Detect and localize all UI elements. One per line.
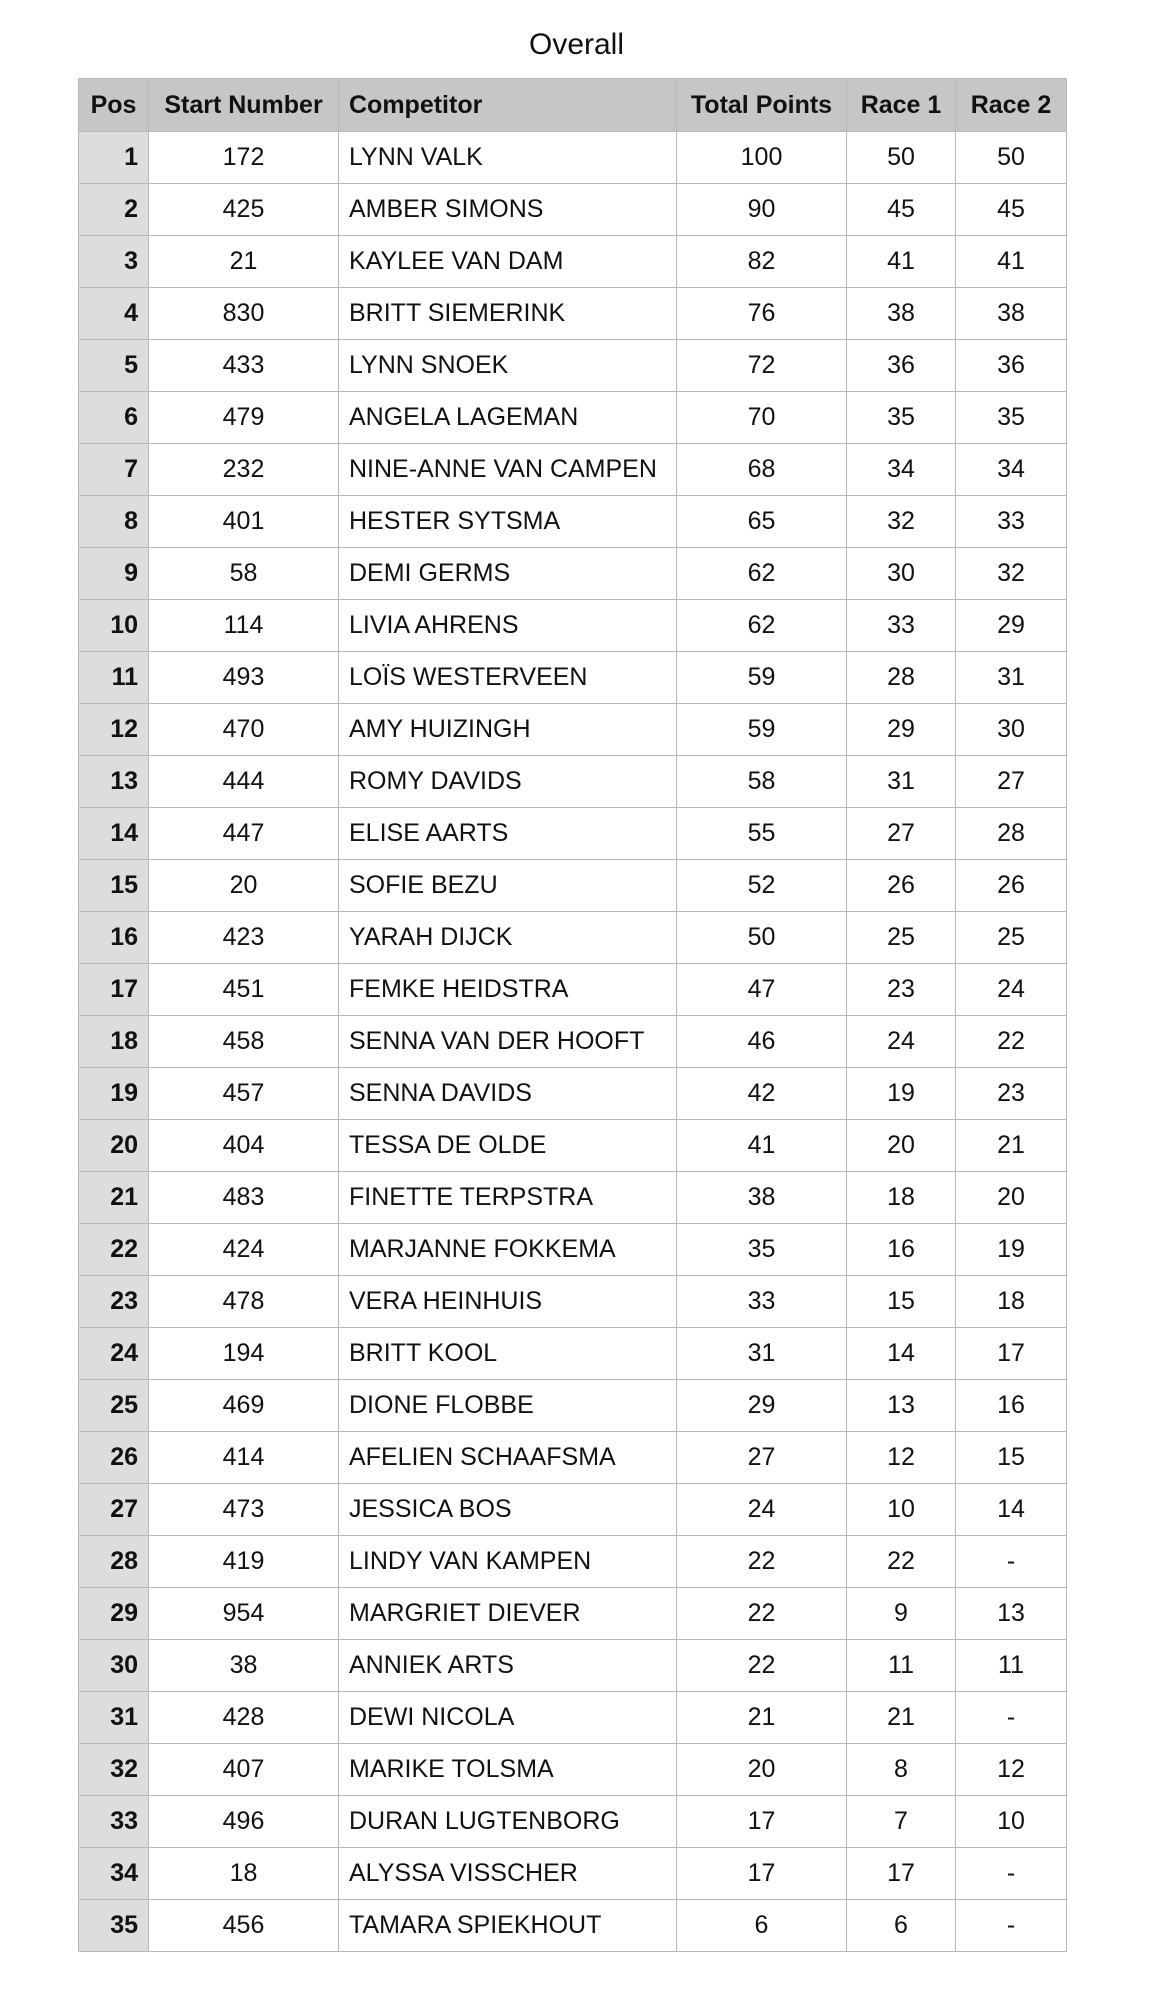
race-1-cell: 32 [847, 496, 956, 548]
competitor-cell: SENNA DAVIDS [339, 1068, 677, 1120]
race-1-cell: 13 [847, 1380, 956, 1432]
results-table [78, 78, 1067, 1952]
start-number-cell: 407 [149, 1744, 339, 1796]
total-points-cell: 59 [677, 704, 847, 756]
pos-cell: 13 [79, 756, 149, 808]
total-points-cell: 70 [677, 392, 847, 444]
race-2-cell: 17 [956, 1328, 1067, 1380]
race-2-cell: 25 [956, 912, 1067, 964]
table-row [79, 912, 1067, 964]
total-points-cell: 62 [677, 600, 847, 652]
pos-cell: 6 [79, 392, 149, 444]
race-1-cell: 34 [847, 444, 956, 496]
column-header-race-1: Race 1 [847, 79, 956, 132]
competitor-cell: DEMI GERMS [339, 548, 677, 600]
competitor-cell: TESSA DE OLDE [339, 1120, 677, 1172]
total-points-cell: 55 [677, 808, 847, 860]
total-points-cell: 29 [677, 1380, 847, 1432]
total-points-cell: 82 [677, 236, 847, 288]
total-points-cell: 41 [677, 1120, 847, 1172]
race-1-cell: 33 [847, 600, 956, 652]
total-points-cell: 62 [677, 548, 847, 600]
race-2-cell: 32 [956, 548, 1067, 600]
total-points-cell: 68 [677, 444, 847, 496]
competitor-cell: VERA HEINHUIS [339, 1276, 677, 1328]
race-1-cell: 28 [847, 652, 956, 704]
competitor-cell: FINETTE TERPSTRA [339, 1172, 677, 1224]
race-2-cell: 33 [956, 496, 1067, 548]
race-1-cell: 8 [847, 1744, 956, 1796]
race-1-cell: 12 [847, 1432, 956, 1484]
start-number-cell: 18 [149, 1848, 339, 1900]
race-2-cell: 10 [956, 1796, 1067, 1848]
table-row [79, 392, 1067, 444]
race-1-cell: 27 [847, 808, 956, 860]
race-2-cell: 19 [956, 1224, 1067, 1276]
table-row [79, 860, 1067, 912]
competitor-cell: KAYLEE VAN DAM [339, 236, 677, 288]
race-2-cell: 35 [956, 392, 1067, 444]
table-row [79, 964, 1067, 1016]
total-points-cell: 21 [677, 1692, 847, 1744]
race-1-cell: 17 [847, 1848, 956, 1900]
race-2-cell: - [956, 1848, 1067, 1900]
pos-cell: 20 [79, 1120, 149, 1172]
start-number-cell: 419 [149, 1536, 339, 1588]
pos-cell: 18 [79, 1016, 149, 1068]
competitor-cell: ROMY DAVIDS [339, 756, 677, 808]
total-points-cell: 50 [677, 912, 847, 964]
total-points-cell: 22 [677, 1536, 847, 1588]
competitor-cell: LOÏS WESTERVEEN [339, 652, 677, 704]
start-number-cell: 457 [149, 1068, 339, 1120]
table-row [79, 1172, 1067, 1224]
table-row [79, 340, 1067, 392]
table-row [79, 1692, 1067, 1744]
competitor-cell: DEWI NICOLA [339, 1692, 677, 1744]
total-points-cell: 38 [677, 1172, 847, 1224]
pos-cell: 27 [79, 1484, 149, 1536]
start-number-cell: 447 [149, 808, 339, 860]
race-1-cell: 19 [847, 1068, 956, 1120]
pos-cell: 33 [79, 1796, 149, 1848]
table-row [79, 652, 1067, 704]
race-1-cell: 16 [847, 1224, 956, 1276]
total-points-cell: 52 [677, 860, 847, 912]
race-1-cell: 36 [847, 340, 956, 392]
total-points-cell: 20 [677, 1744, 847, 1796]
total-points-cell: 22 [677, 1588, 847, 1640]
race-1-cell: 7 [847, 1796, 956, 1848]
start-number-cell: 21 [149, 236, 339, 288]
table-row [79, 236, 1067, 288]
start-number-cell: 830 [149, 288, 339, 340]
total-points-cell: 33 [677, 1276, 847, 1328]
pos-cell: 24 [79, 1328, 149, 1380]
competitor-cell: AMY HUIZINGH [339, 704, 677, 756]
competitor-cell: NINE-ANNE VAN CAMPEN [339, 444, 677, 496]
table-row [79, 808, 1067, 860]
pos-cell: 15 [79, 860, 149, 912]
competitor-cell: LYNN SNOEK [339, 340, 677, 392]
start-number-cell: 425 [149, 184, 339, 236]
pos-cell: 21 [79, 1172, 149, 1224]
race-1-cell: 10 [847, 1484, 956, 1536]
race-2-cell: 15 [956, 1432, 1067, 1484]
total-points-cell: 17 [677, 1848, 847, 1900]
total-points-cell: 58 [677, 756, 847, 808]
column-header-competitor: Competitor [339, 79, 677, 132]
total-points-cell: 59 [677, 652, 847, 704]
race-2-cell: - [956, 1692, 1067, 1744]
race-1-cell: 30 [847, 548, 956, 600]
table-row [79, 1900, 1067, 1952]
total-points-cell: 27 [677, 1432, 847, 1484]
race-1-cell: 26 [847, 860, 956, 912]
total-points-cell: 46 [677, 1016, 847, 1068]
competitor-cell: MARIKE TOLSMA [339, 1744, 677, 1796]
results-body [79, 132, 1067, 1952]
race-1-cell: 25 [847, 912, 956, 964]
race-2-cell: 30 [956, 704, 1067, 756]
race-1-cell: 24 [847, 1016, 956, 1068]
race-2-cell: 29 [956, 600, 1067, 652]
race-2-cell: 26 [956, 860, 1067, 912]
total-points-cell: 17 [677, 1796, 847, 1848]
pos-cell: 22 [79, 1224, 149, 1276]
table-row [79, 1380, 1067, 1432]
total-points-cell: 35 [677, 1224, 847, 1276]
table-row [79, 1120, 1067, 1172]
table-row [79, 600, 1067, 652]
start-number-cell: 114 [149, 600, 339, 652]
race-2-cell: - [956, 1536, 1067, 1588]
pos-cell: 2 [79, 184, 149, 236]
competitor-cell: AMBER SIMONS [339, 184, 677, 236]
race-2-cell: 13 [956, 1588, 1067, 1640]
column-header-start-number: Start Number [149, 79, 339, 132]
start-number-cell: 433 [149, 340, 339, 392]
competitor-cell: JESSICA BOS [339, 1484, 677, 1536]
race-1-cell: 31 [847, 756, 956, 808]
pos-cell: 29 [79, 1588, 149, 1640]
race-2-cell: 27 [956, 756, 1067, 808]
pos-cell: 1 [79, 132, 149, 184]
total-points-cell: 22 [677, 1640, 847, 1692]
pos-cell: 4 [79, 288, 149, 340]
start-number-cell: 470 [149, 704, 339, 756]
start-number-cell: 423 [149, 912, 339, 964]
pos-cell: 7 [79, 444, 149, 496]
total-points-cell: 6 [677, 1900, 847, 1952]
total-points-cell: 31 [677, 1328, 847, 1380]
race-1-cell: 20 [847, 1120, 956, 1172]
table-row [79, 1744, 1067, 1796]
race-2-cell: 34 [956, 444, 1067, 496]
table-row [79, 1224, 1067, 1276]
start-number-cell: 458 [149, 1016, 339, 1068]
pos-cell: 9 [79, 548, 149, 600]
race-1-cell: 6 [847, 1900, 956, 1952]
column-header-total-points: Total Points [677, 79, 847, 132]
pos-cell: 26 [79, 1432, 149, 1484]
start-number-cell: 20 [149, 860, 339, 912]
competitor-cell: ANGELA LAGEMAN [339, 392, 677, 444]
race-2-cell: 36 [956, 340, 1067, 392]
race-1-cell: 29 [847, 704, 956, 756]
start-number-cell: 469 [149, 1380, 339, 1432]
start-number-cell: 232 [149, 444, 339, 496]
column-header-pos: Pos [79, 79, 149, 132]
competitor-cell: HESTER SYTSMA [339, 496, 677, 548]
table-row [79, 496, 1067, 548]
start-number-cell: 404 [149, 1120, 339, 1172]
start-number-cell: 483 [149, 1172, 339, 1224]
competitor-cell: AFELIEN SCHAAFSMA [339, 1432, 677, 1484]
start-number-cell: 58 [149, 548, 339, 600]
total-points-cell: 100 [677, 132, 847, 184]
pos-cell: 12 [79, 704, 149, 756]
table-row [79, 1484, 1067, 1536]
competitor-cell: YARAH DIJCK [339, 912, 677, 964]
start-number-cell: 478 [149, 1276, 339, 1328]
race-2-cell: 31 [956, 652, 1067, 704]
table-row [79, 132, 1067, 184]
competitor-cell: BRITT KOOL [339, 1328, 677, 1380]
race-2-cell: 22 [956, 1016, 1067, 1068]
table-row [79, 288, 1067, 340]
total-points-cell: 24 [677, 1484, 847, 1536]
race-1-cell: 22 [847, 1536, 956, 1588]
start-number-cell: 424 [149, 1224, 339, 1276]
table-row [79, 756, 1067, 808]
table-row [79, 704, 1067, 756]
total-points-cell: 72 [677, 340, 847, 392]
pos-cell: 28 [79, 1536, 149, 1588]
competitor-cell: ELISE AARTS [339, 808, 677, 860]
race-2-cell: 16 [956, 1380, 1067, 1432]
start-number-cell: 954 [149, 1588, 339, 1640]
pos-cell: 10 [79, 600, 149, 652]
page-title: Overall [528, 28, 625, 61]
race-1-cell: 9 [847, 1588, 956, 1640]
race-2-cell: 11 [956, 1640, 1067, 1692]
total-points-cell: 47 [677, 964, 847, 1016]
table-row [79, 1796, 1067, 1848]
pos-cell: 3 [79, 236, 149, 288]
race-1-cell: 41 [847, 236, 956, 288]
race-2-cell: 20 [956, 1172, 1067, 1224]
race-2-cell: - [956, 1900, 1067, 1952]
competitor-cell: SOFIE BEZU [339, 860, 677, 912]
race-1-cell: 23 [847, 964, 956, 1016]
race-2-cell: 41 [956, 236, 1067, 288]
competitor-cell: LIVIA AHRENS [339, 600, 677, 652]
race-2-cell: 23 [956, 1068, 1067, 1120]
competitor-cell: MARJANNE FOKKEMA [339, 1224, 677, 1276]
total-points-cell: 65 [677, 496, 847, 548]
pos-cell: 11 [79, 652, 149, 704]
start-number-cell: 451 [149, 964, 339, 1016]
table-row [79, 1848, 1067, 1900]
race-2-cell: 12 [956, 1744, 1067, 1796]
pos-cell: 25 [79, 1380, 149, 1432]
pos-cell: 19 [79, 1068, 149, 1120]
race-2-cell: 18 [956, 1276, 1067, 1328]
start-number-cell: 473 [149, 1484, 339, 1536]
race-2-cell: 50 [956, 132, 1067, 184]
table-row [79, 184, 1067, 236]
race-1-cell: 38 [847, 288, 956, 340]
race-1-cell: 18 [847, 1172, 956, 1224]
table-row [79, 1640, 1067, 1692]
table-row [79, 548, 1067, 600]
competitor-cell: DURAN LUGTENBORG [339, 1796, 677, 1848]
competitor-cell: LINDY VAN KAMPEN [339, 1536, 677, 1588]
table-row [79, 1068, 1067, 1120]
table-row [79, 1588, 1067, 1640]
start-number-cell: 401 [149, 496, 339, 548]
start-number-cell: 172 [149, 132, 339, 184]
start-number-cell: 428 [149, 1692, 339, 1744]
pos-cell: 31 [79, 1692, 149, 1744]
competitor-cell: SENNA VAN DER HOOFT [339, 1016, 677, 1068]
pos-cell: 32 [79, 1744, 149, 1796]
race-2-cell: 28 [956, 808, 1067, 860]
race-1-cell: 15 [847, 1276, 956, 1328]
competitor-cell: MARGRIET DIEVER [339, 1588, 677, 1640]
competitor-cell: LYNN VALK [339, 132, 677, 184]
competitor-cell: BRITT SIEMERINK [339, 288, 677, 340]
race-2-cell: 38 [956, 288, 1067, 340]
race-1-cell: 14 [847, 1328, 956, 1380]
table-row [79, 1328, 1067, 1380]
table-row [79, 444, 1067, 496]
race-1-cell: 35 [847, 392, 956, 444]
pos-cell: 35 [79, 1900, 149, 1952]
start-number-cell: 38 [149, 1640, 339, 1692]
competitor-cell: TAMARA SPIEKHOUT [339, 1900, 677, 1952]
start-number-cell: 194 [149, 1328, 339, 1380]
race-2-cell: 21 [956, 1120, 1067, 1172]
race-1-cell: 21 [847, 1692, 956, 1744]
pos-cell: 8 [79, 496, 149, 548]
table-row [79, 1016, 1067, 1068]
race-2-cell: 45 [956, 184, 1067, 236]
competitor-cell: ALYSSA VISSCHER [339, 1848, 677, 1900]
table-row [79, 1276, 1067, 1328]
start-number-cell: 496 [149, 1796, 339, 1848]
start-number-cell: 493 [149, 652, 339, 704]
total-points-cell: 42 [677, 1068, 847, 1120]
table-row [79, 1536, 1067, 1588]
competitor-cell: FEMKE HEIDSTRA [339, 964, 677, 1016]
pos-cell: 34 [79, 1848, 149, 1900]
race-1-cell: 50 [847, 132, 956, 184]
competitor-cell: DIONE FLOBBE [339, 1380, 677, 1432]
pos-cell: 17 [79, 964, 149, 1016]
start-number-cell: 456 [149, 1900, 339, 1952]
race-2-cell: 14 [956, 1484, 1067, 1536]
start-number-cell: 479 [149, 392, 339, 444]
column-header-race-2: Race 2 [956, 79, 1067, 132]
pos-cell: 30 [79, 1640, 149, 1692]
race-1-cell: 45 [847, 184, 956, 236]
pos-cell: 14 [79, 808, 149, 860]
competitor-cell: ANNIEK ARTS [339, 1640, 677, 1692]
start-number-cell: 414 [149, 1432, 339, 1484]
total-points-cell: 76 [677, 288, 847, 340]
pos-cell: 16 [79, 912, 149, 964]
race-1-cell: 11 [847, 1640, 956, 1692]
header-row [79, 79, 1067, 132]
start-number-cell: 444 [149, 756, 339, 808]
table-row [79, 1432, 1067, 1484]
total-points-cell: 90 [677, 184, 847, 236]
pos-cell: 23 [79, 1276, 149, 1328]
race-2-cell: 24 [956, 964, 1067, 1016]
pos-cell: 5 [79, 340, 149, 392]
